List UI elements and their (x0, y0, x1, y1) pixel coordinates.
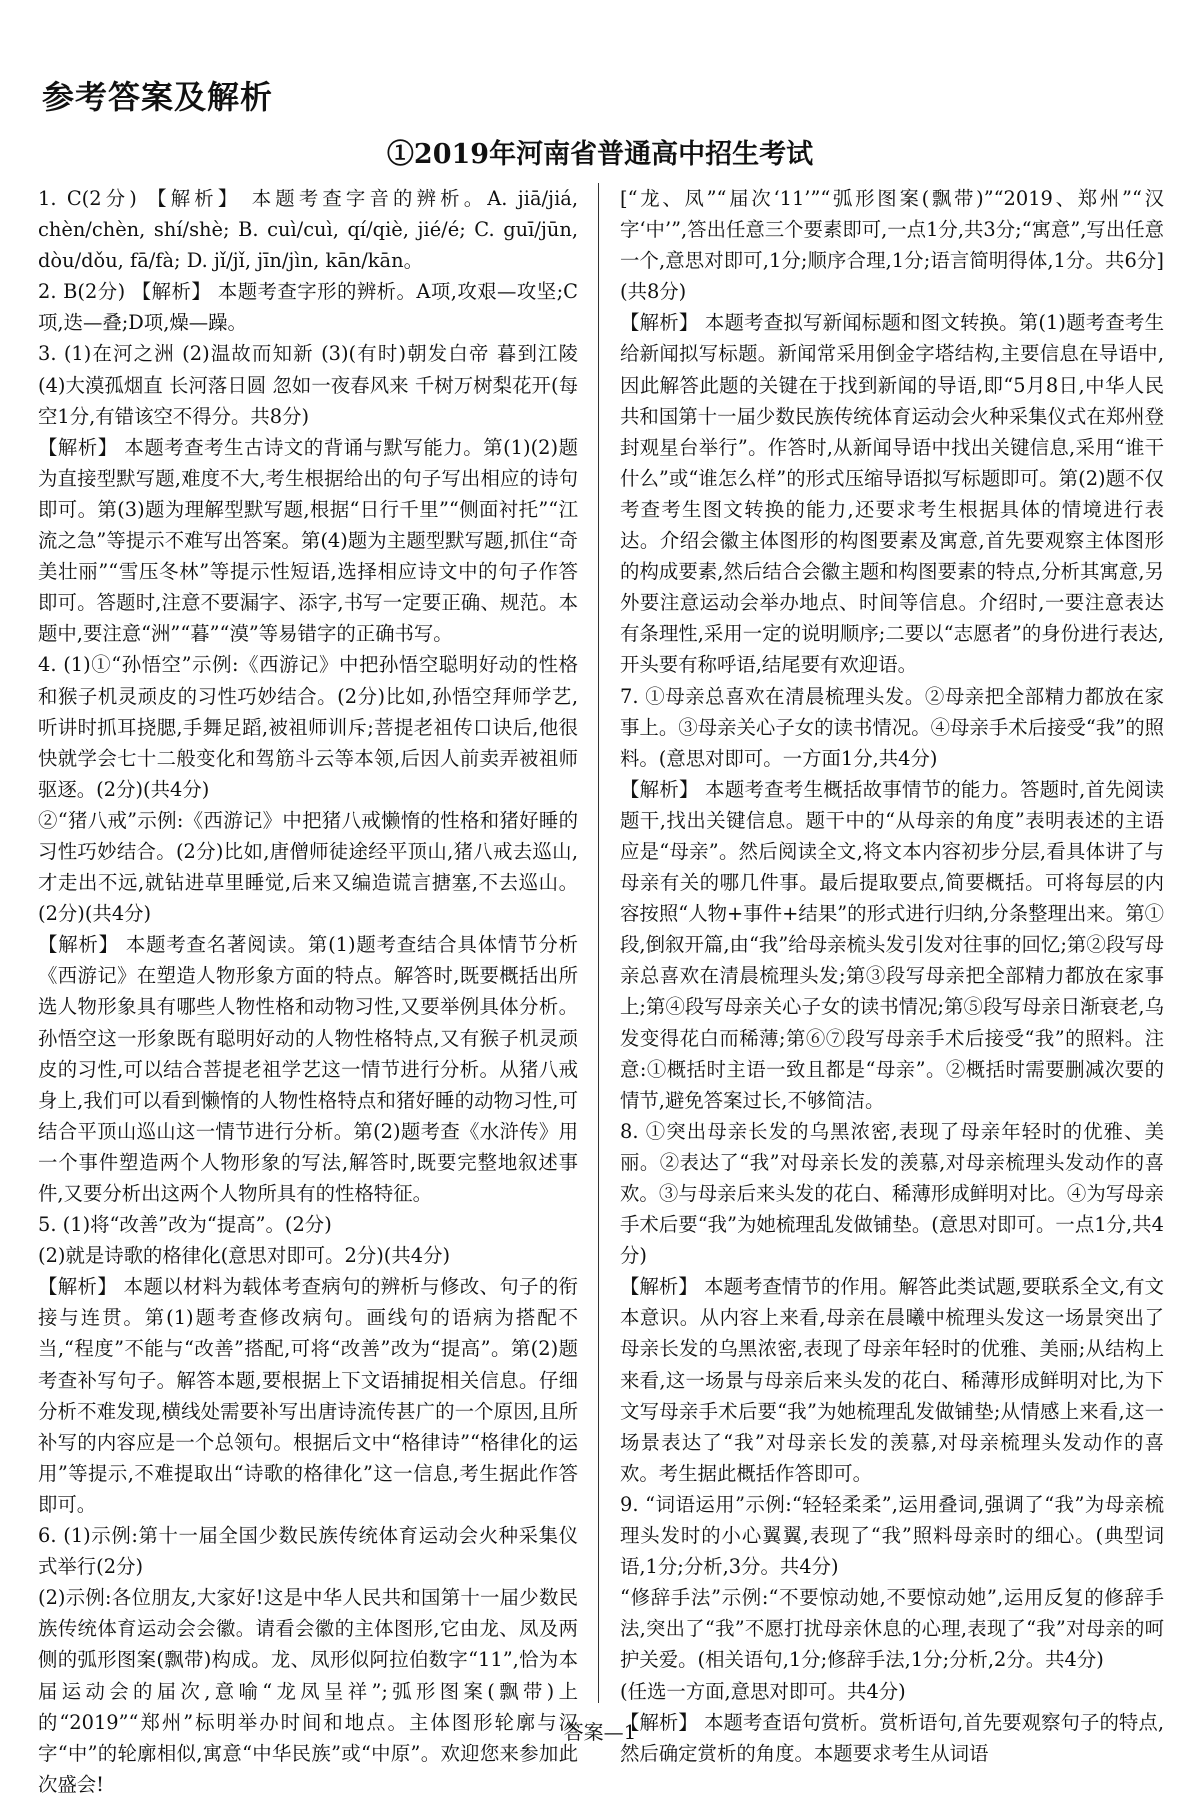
q9-rhetoric: “修辞手法”示例:“不要惊动她,不要惊动她”,运用反复的修辞手法,突出了“我”不愿打扰母亲休息的心理,表现了“我”对母亲的呵护关爱。(相关语句,1分;修辞手法,1分;分析,2分。共4分) (620, 1586, 1164, 1672)
page-footer: 答案—1 (563, 1720, 637, 1744)
q6-analysis: 【解析】 本题考查拟写新闻标题和图文转换。第(1)题考查考生给新闻拟写标题。新闻常采用倒金字塔结构,主要信息在导语中,因此解答此题的关键在于找到新闻的导语,即“5月8日,中华人民共和国第十一届少数民族传统体育运动会火种采集仪式在郑州登封观星台举行”。作答时,从新闻导语中找出关键信息,采用“谁干什么”或“谁怎么样”的形式压缩导语拟写标题即可。第(2)题不仅考查考生图文转换的能力,还要求考生根据具体的情境进行表达。介绍会徽主体图形的构图要素及寓意,首先要观察主体图形的构成要素,然后结合会徽主题和构图要素的特点,分析其寓意,另外要注意运动会举办地点、时间等信息。介绍时,一要注意表达有条理性,采用一定的说明顺序;二要以“志愿者”的身份进行表达,开头要有称呼语,结尾要有欢迎语。 (620, 311, 1164, 677)
q4-1: 4. (1)①“孙悟空”示例:《西游记》中把孙悟空聪明好动的性格和猴子机灵顽皮的习性巧妙结合。(2分)比如,孙悟空拜师学艺,听讲时抓耳挠腮,手舞足蹈,被祖师训斥;菩提老祖传口诀后,他很快就学会七十二般变化和驾筋斗云等本领,后因人前卖弄被祖师驱逐。(2分)(共4分) (38, 653, 578, 801)
q3-answer: 3. (1)在河之洲 (2)温故而知新 (3)(有时)朝发白帝 暮到江陵 (4)大漠孤烟直 长河落日圆 忽如一夜春风来 千树万树梨花开(每空1分,有错该空不得分。共8分) (38, 342, 585, 428)
q8-answer: 8. ①突出母亲长发的乌黑浓密,表现了母亲年轻时的优雅、美丽。②表达了“我”对母亲长发的羡慕,对母亲梳理头发动作的喜欢。③与母亲后来头发的花白、稀薄形成鲜明对比。④为写母亲手术后要“我”为她梳理乱发做铺垫。(意思对即可。一点1分,共4分) (620, 1119, 1164, 1268)
q5-analysis: 【解析】 本题以材料为载体考查病句的辨析与修改、句子的衔接与连贯。第(1)题考查修改病句。画线句的语病为搭配不当,“程度”不能与“改善”搭配,可将“改善”改为“提高”。第(2)题考查补写句子。解答本题,要根据上下文语捕捉相关信息。仔细分析不难发现,横线处需要补写出唐诗流传甚广的一个原因,且所补写的内容应是一个总领句。根据后文中“格律诗”“格律化的运用”等提示,不难提取出“诗歌的格律化”这一信息,考生据此作答即可。 (38, 1275, 578, 1516)
q1: 1. C(2分) 【解析】 本题考查字音的辨析。A. jiā/jiá, chèn/chèn, shí/shè; B. cuì/cuì, qí/qiè, jié/é; C. guī/jūn, dòu/dǒu, fā/fà; D. jǐ/jǐ, jīn/jìn, kān/kān。 (38, 187, 585, 273)
q6-scoring: [“龙、凤”“届次‘11’”“弧形图案(飘带)”“2019、郑州”“汉字‘中’”,答出任意三个要素即可,一点1分,共3分;“寓意”,写出任意一个,意思对即可,1分;顺序合理,1分;语言简明得体,1分。共6分](共8分) (620, 187, 1164, 304)
q8-analysis: 【解析】 本题考查情节的作用。解答此类试题,要联系全文,有文本意识。从内容上来看,母亲在晨曦中梳理头发这一场景突出了母亲长发的乌黑浓密,表现了母亲年轻时的优雅、美丽;从结构上来看,这一场景与母亲后来头发的花白、稀薄形成鲜明对比,为下文写母亲手术后要“我”为她梳理乱发做铺垫;从情感上来看,这一场景表达了“我”对母亲长发的羡慕,对母亲梳理头发动作的喜欢。考生据此概括作答即可。 (620, 1275, 1164, 1485)
right-column (620, 183, 1164, 1769)
left-column (38, 183, 585, 1800)
q9-analysis: 【解析】 本题考查语句赏析。赏析语句,首先要观察句子的特点,然后确定赏析的角度。本题要求考生从词语 (620, 1710, 1164, 1765)
q2: 2. B(2分) 【解析】 本题考查字形的辨析。A项,攻艰—攻坚;C项,迭—叠;D项,燥—躁。 (38, 280, 578, 335)
q6-1: 6. (1)示例:第十一届全国少数民族传统体育运动会火种采集仪式举行(2分) (38, 1524, 578, 1579)
q5-2: (2)就是诗歌的格律化(意思对即可。2分)(共4分) (38, 1244, 451, 1268)
q7-answer: 7. ①母亲总喜欢在清晨梳理头发。②母亲把全部精力都放在家事上。③母亲关心子女的读书情况。④母亲手术后接受“我”的照料。(意思对即可。一方面1分,共4分) (620, 684, 1164, 770)
q5-1: 5. (1)将“改善”改为“提高”。(2分) (38, 1213, 332, 1237)
column-divider (598, 183, 599, 1703)
answer-header: 参考答案及解析 (42, 78, 274, 116)
exam-title: ①2019年河南省普通高中招生考试 (386, 139, 814, 170)
q9-words: 9. “词语运用”示例:“轻轻柔柔”,运用叠词,强调了“我”为母亲梳理头发时的小心翼翼,表现了“我”照料母亲时的细心。(典型词语,1分;分析,3分。共4分) (620, 1492, 1164, 1579)
q7-analysis: 【解析】 本题考查考生概括故事情节的能力。答题时,首先阅读题干,找出关键信息。题干中的“从母亲的角度”表明表述的主语应是“母亲”。然后阅读全文,将文本内容初步分层,看具体讲了与母亲有关的哪几件事。最后提取要点,简要概括。可将每层的内容按照“人物+事件+结果”的形式进行归纳,分条整理出来。第①段,倒叙开篇,由“我”给母亲梳头发引发对往事的回忆;第②段写母亲总喜欢在清晨梳理头发;第③段写母亲把全部精力都放在家事上;第④段写母亲关心子女的读书情况;第⑤段写母亲日渐衰老,乌发变得花白而稀薄;第⑥⑦段写母亲手术后接受“我”的照料。注意:①概括时主语一致且都是“母亲”。②概括时需要删减次要的情节,避免答案过长,不够简洁。 (620, 777, 1164, 1112)
q4-2: ②“猪八戒”示例:《西游记》中把猪八戒懒惰的性格和猪好睡的习性巧妙结合。(2分)比如,唐僧师徒途经平顶山,猪八戒去巡山,才走出不远,就钻进草里睡觉,后来又编造谎言搪塞,不去巡山。(2分)(共4分) (38, 808, 578, 926)
q3-analysis: 【解析】 本题考查考生古诗文的背诵与默写能力。第(1)(2)题为直接型默写题,难度不大,考生根据给出的句子写出相应的诗句即可。第(3)题为理解型默写题,根据“日行千里”“侧面衬托”“江流之急”等提示不难写出答案。第(4)题为主题型默写题,抓住“奇美壮丽”“雪压冬林”等提示性短语,选择相应诗文中的句子作答即可。答题时,注意不要漏字、添字,书写一定要正确、规范。本题中,要注意“洲”“暮”“漠”等易错字的正确书写。 (38, 435, 578, 646)
q6-2: (2)示例:各位朋友,大家好!这是中华人民共和国第十一届少数民族传统体育运动会会徽。请看会徽的主体图形,它由龙、凤及两侧的弧形图案(飘带)构成。龙、凤形似阿拉伯数字“11”,恰为本届运动会的届次,意喻“龙凤呈祥”;弧形图案(飘带)上的“2019”“郑州”标明举办时间和地点。主体图形轮廓与汉字“中”的轮廓相似,寓意“中华民族”或“中原”。欢迎您来参加此次盛会! (38, 1586, 578, 1796)
q9-note: (任选一方面,意思对即可。共4分) (620, 1679, 906, 1703)
q4-analysis: 【解析】 本题考查名著阅读。第(1)题考查结合具体情节分析《西游记》在塑造人物形象方面的特点。解答时,既要概括出所选人物形象具有哪些人物性格和动物习性,又要举例具体分析。孙悟空这一形象既有聪明好动的人物性格特点,又有猴子机灵顽皮的习性,可以结合菩提老祖学艺这一情节进行分析。从猪八戒身上,我们可以看到懒惰的人物性格特点和猪好睡的动物习性,可结合平顶山巡山这一情节进行分析。第(2)题考查《水浒传》用一个事件塑造两个人物形象的写法,解答时,既要完整地叙述事件,又要分析出这两个人物所具有的性格特征。 (38, 933, 578, 1205)
